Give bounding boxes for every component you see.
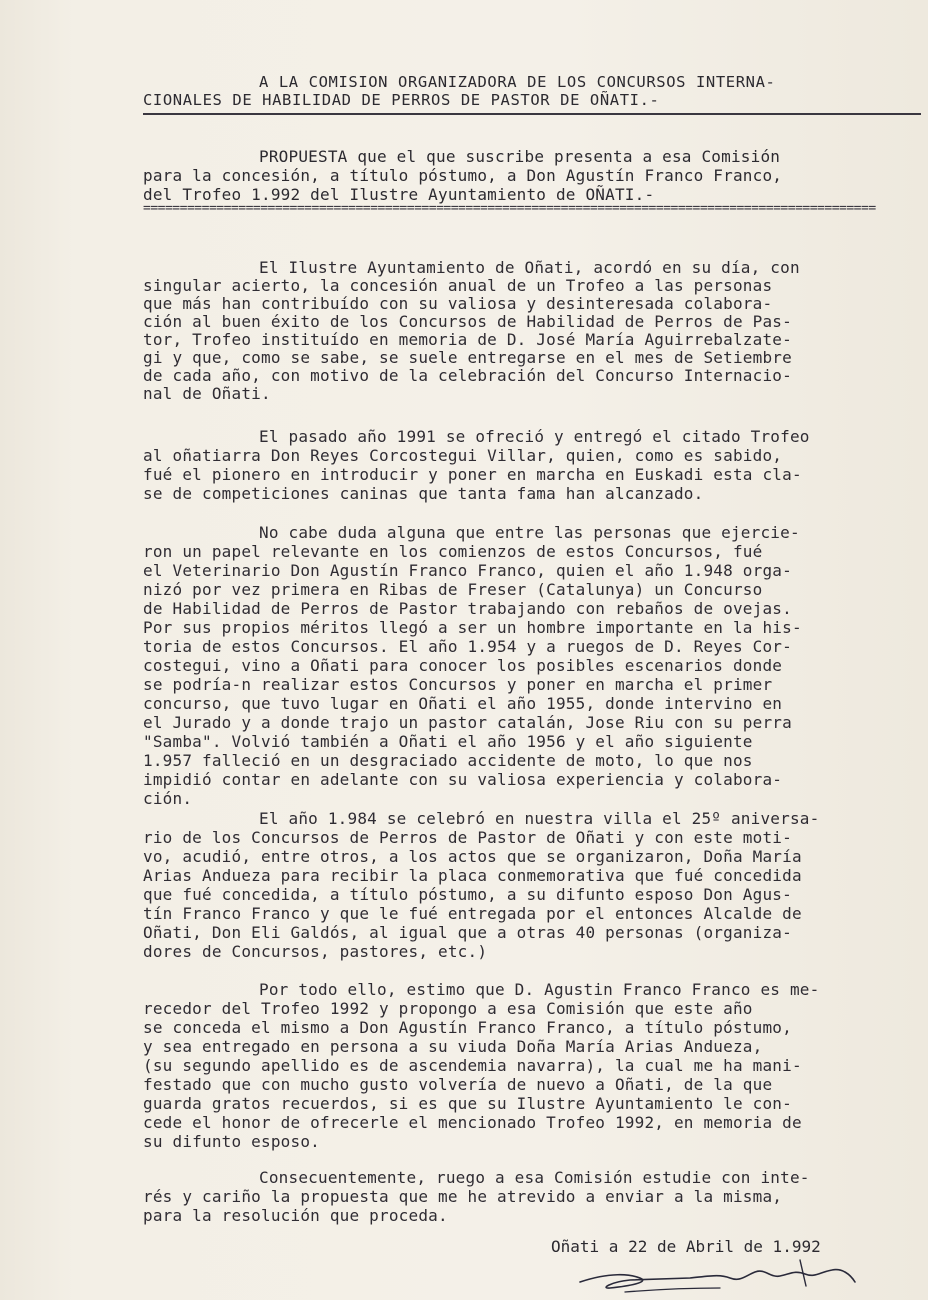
heading-underline xyxy=(143,113,921,115)
paragraph-line: Consecuentemente, ruego a esa Comisión estudie con inte- xyxy=(259,1168,810,1187)
paragraph-line: ción. xyxy=(143,789,193,808)
paragraph-line: de Habilidad de Perros de Pastor trabajando con rebaños de ovejas. xyxy=(143,599,792,618)
paragraph-line: singular acierto, la concesión anual de un Trofeo a las personas xyxy=(143,276,773,295)
paragraph-line: ron un papel relevante en los comienzos de estos Concursos, fué xyxy=(143,542,763,561)
paragraph-line: rio de los Concursos de Perros de Pastor de Oñati y con este moti- xyxy=(143,828,792,847)
paragraph-line: recedor del Trofeo 1992 y propongo a esa Comisión que este año xyxy=(143,999,753,1018)
paragraph-line: y sea entregado en persona a su viuda Doña María Arias Andueza, xyxy=(143,1037,763,1056)
paragraph-line: tín Franco Franco y que le fué entregada por el entonces Alcalde de xyxy=(143,904,802,923)
paragraph-line: El pasado año 1991 se ofreció y entregó el citado Trofeo xyxy=(259,427,810,446)
paragraph-line: 1.957 falleció en un desgraciado accidente de moto, lo que nos xyxy=(143,751,753,770)
paragraph-line: nal de Oñati. xyxy=(143,384,271,403)
proposal-double-rule: ==================================================================================================== xyxy=(143,201,876,216)
paragraph-line: el Jurado y a donde trajo un pastor catalán, Jose Riu con su perra xyxy=(143,713,792,732)
paragraph-line: su difunto esposo. xyxy=(143,1132,320,1151)
paragraph-line: toria de estos Concursos. El año 1.954 y a ruegos de D. Reyes Cor- xyxy=(143,637,792,656)
paragraph-line: nizó por vez primera en Ribas de Freser (Catalunya) un Concurso xyxy=(143,580,763,599)
paragraph-line: se conceda el mismo a Don Agustín Franco Franco, a título póstumo, xyxy=(143,1018,792,1037)
paragraph-line: Por sus propios méritos llegó a ser un hombre importante en la his- xyxy=(143,618,802,637)
heading-line-1: A LA COMISION ORGANIZADORA DE LOS CONCURSOS INTERNA- xyxy=(259,73,776,91)
paragraph-line: Por todo ello, estimo que D. Agustin Franco Franco es me- xyxy=(259,980,820,999)
paragraph-line: guarda gratos recuerdos, si es que su Ilustre Ayuntamiento le con- xyxy=(143,1094,792,1113)
paragraph-line: cede el honor de ofrecerle el mencionado Trofeo 1992, en memoria de xyxy=(143,1113,802,1132)
paragraph-line: dores de Concursos, pastores, etc.) xyxy=(143,942,488,961)
paragraph-line: se podría-n realizar estos Concursos y poner en marcha el primer xyxy=(143,675,773,694)
paragraph-line: "Samba". Volvió también a Oñati el año 1956 y el año siguiente xyxy=(143,732,753,751)
paragraph-line: El año 1.984 se celebró en nuestra villa el 25º aniversa- xyxy=(259,809,820,828)
paragraph-line: que fué concedida, a título póstumo, a su difunto esposo Don Agus- xyxy=(143,885,792,904)
paragraph-line: ción al buen éxito de los Concursos de Habilidad de Perros de Pas- xyxy=(143,312,792,331)
paragraph-line: El Ilustre Ayuntamiento de Oñati, acordó en su día, con xyxy=(259,258,800,277)
handwritten-signature xyxy=(570,1252,870,1300)
proposal-line-2: para la concesión, a título póstumo, a Don Agustín Franco Franco, xyxy=(143,166,783,185)
paragraph-line: concurso, que tuvo lugar en Oñati el año 1955, donde intervino en xyxy=(143,694,783,713)
paragraph-line: fué el pionero en introducir y poner en marcha en Euskadi esta cla- xyxy=(143,465,802,484)
paragraph-line: impidió contar en adelante con su valiosa experiencia y colabora- xyxy=(143,770,783,789)
paragraph-line: gi y que, como se sabe, se suele entregarse en el mes de Setiembre xyxy=(143,348,792,367)
paragraph-line: vo, acudió, entre otros, a los actos que se organizaron, Doña María xyxy=(143,847,802,866)
paragraph-line: (su segundo apellido es de ascendemia navarra), la cual me ha mani- xyxy=(143,1056,802,1075)
paragraph-line: de cada año, con motivo de la celebración del Concurso Internacio- xyxy=(143,366,792,385)
paragraph-line: costegui, vino a Oñati para conocer los posibles escenarios donde xyxy=(143,656,783,675)
paragraph-line: No cabe duda alguna que entre las personas que ejercie- xyxy=(259,523,800,542)
paragraph-line: el Veterinario Don Agustín Franco Franco, quien el año 1.948 orga- xyxy=(143,561,792,580)
paragraph-line: que más han contribuído con su valiosa y desinteresada colabora- xyxy=(143,294,773,313)
paragraph-line: Oñati, Don Eli Galdós, al igual que a otras 40 personas (organiza- xyxy=(143,923,792,942)
paragraph-line: tor, Trofeo instituído en memoria de D. José María Aguirrebalzate- xyxy=(143,330,792,349)
paragraph-line: rés y cariño la propuesta que me he atrevido a enviar a la misma, xyxy=(143,1187,783,1206)
proposal-line-1: PROPUESTA que el que suscribe presenta a esa Comisión xyxy=(259,147,781,166)
paragraph-line: se de competiciones caninas que tanta fama han alcanzado. xyxy=(143,484,704,503)
paragraph-line: para la resolución que proceda. xyxy=(143,1206,448,1225)
paragraph-line: festado que con mucho gusto volvería de nuevo a Oñati, de la que xyxy=(143,1075,773,1094)
paragraph-line: Arias Andueza para recibir la placa conmemorativa que fué concedida xyxy=(143,866,802,885)
paragraph-line: al oñatiarra Don Reyes Corcostegui Villar, quien, como es sabido, xyxy=(143,446,783,465)
proposal-line-3: del Trofeo 1.992 del Ilustre Ayuntamiento de OÑATI.- xyxy=(143,185,655,204)
heading-line-2: CIONALES DE HABILIDAD DE PERROS DE PASTOR DE OÑATI.- xyxy=(143,91,660,109)
letter-date: Oñati a 22 de Abril de 1.992 xyxy=(551,1237,821,1256)
